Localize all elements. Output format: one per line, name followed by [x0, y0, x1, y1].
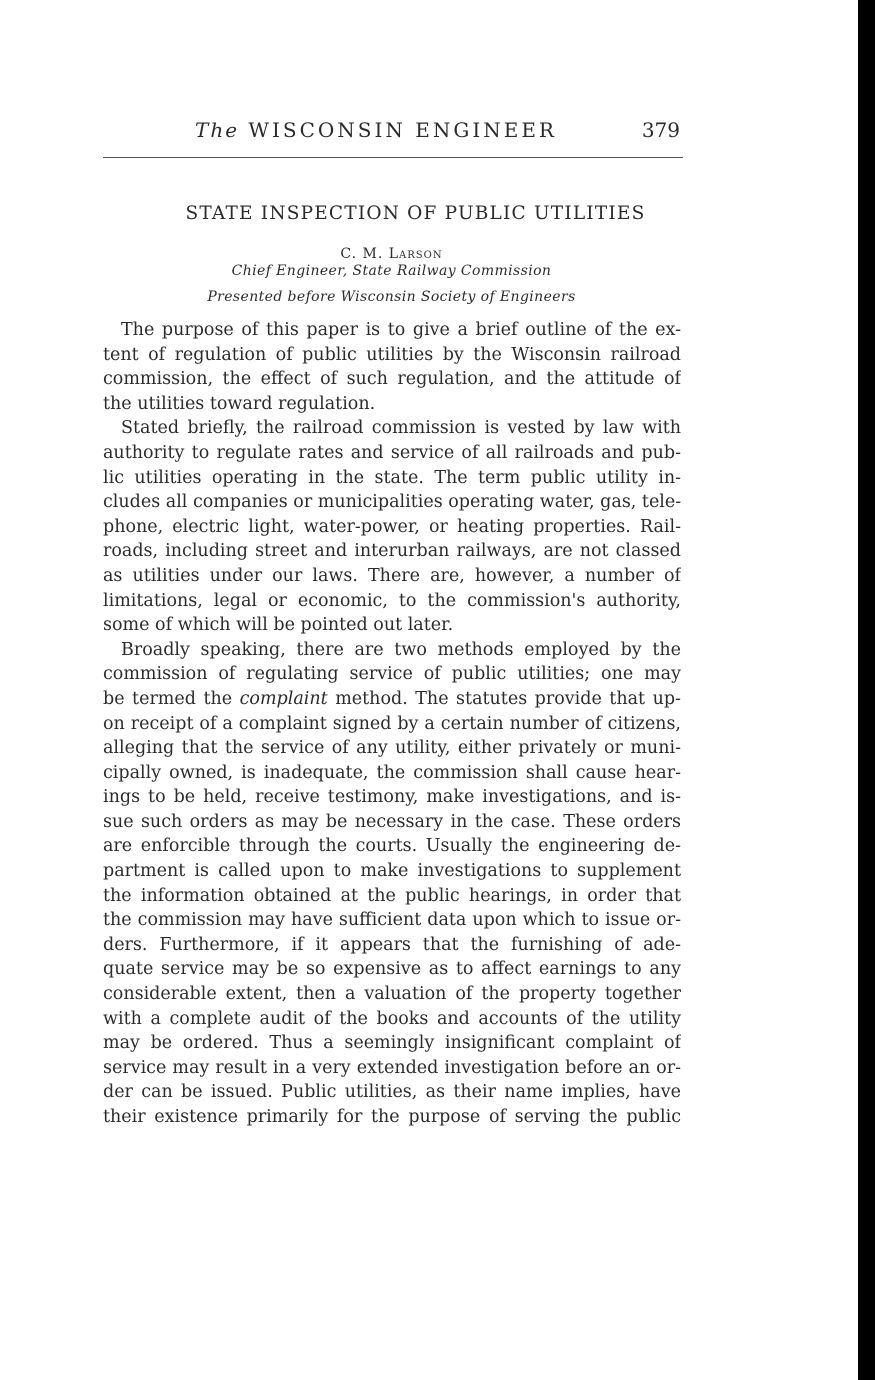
- journal-title: [195, 118, 557, 142]
- text-line: some of which will be pointed out later.: [103, 615, 454, 636]
- emphasis-complaint: complaint: [239, 688, 328, 709]
- text-line: tent of regulation of public utilities by the Wisconsin railroad: [103, 344, 681, 365]
- text-line: der can be issued. Public utilities, as their name implies, have: [103, 1082, 681, 1103]
- article-title: STATE INSPECTION OF PUBLIC UTILITIES: [185, 203, 646, 224]
- text-line: limitations, legal or economic, to the commission's authority,: [103, 590, 681, 611]
- text-line: Stated briefly, the railroad commission is vested by law with: [121, 418, 681, 439]
- text-line: The purpose of this paper is to give a brief outline of the ex-: [121, 320, 681, 340]
- text-line: are enforcible through the courts. Usually the engineering de-: [103, 836, 681, 857]
- text-line: may be ordered. Thus a seemingly insignificant complaint of: [103, 1033, 681, 1054]
- text-line: quate service may be so expensive as to affect earnings to any: [103, 959, 681, 980]
- paragraph: [103, 638, 681, 1130]
- running-head: [103, 118, 680, 148]
- page-number: 379: [641, 118, 680, 142]
- text-line: ders. Furthermore, if it appears that the furnishing of ade-: [103, 934, 681, 955]
- text-line: on receipt of a complaint signed by a certain number of citizens,: [103, 713, 681, 734]
- presentation-note: Presented before Wisconsin Society of Engineers: [207, 289, 576, 305]
- text-line: alleging that the service of any utility, either privately or muni-: [103, 738, 681, 759]
- text-line: Broadly speaking, there are two methods employed by the: [121, 639, 681, 660]
- article-body: [103, 318, 681, 1130]
- text-line: service may result in a very extended investigation before an or-: [103, 1057, 681, 1078]
- text-line: the commission may have sufficient data upon which to issue or-: [103, 910, 681, 931]
- author-affiliation: Chief Engineer, State Railway Commission: [231, 263, 552, 279]
- text-line: cludes all companies or municipalities operating water, gas, tele-: [103, 492, 681, 513]
- author-name: [103, 246, 680, 262]
- text-line: authority to regulate rates and service of all railroads and pub-: [103, 442, 681, 463]
- text-line: sue such orders as may be necessary in the case. These orders: [103, 811, 681, 832]
- text-line: cipally owned, is inadequate, the commission shall cause hear-: [103, 762, 681, 783]
- text-line: partment is called upon to make investigations to supplement: [103, 861, 681, 882]
- paragraph: [103, 416, 681, 637]
- scan-right-edge: [858, 0, 875, 1380]
- text-line: [103, 687, 681, 712]
- text-line: ings to be held, receive testimony, make investigations, and is-: [103, 787, 681, 808]
- text-line: lic utilities operating in the state. The term public utility in-: [103, 467, 681, 488]
- text-line: as utilities under our laws. There are, however, a number of: [103, 565, 681, 586]
- text-fragment: method. The statutes provide that up-: [335, 688, 681, 709]
- journal-title-the: The: [195, 118, 240, 142]
- text-fragment: be termed the: [103, 688, 233, 709]
- text-line: commission of regulating service of public utilities; one may: [103, 664, 681, 685]
- text-line: the information obtained at the public hearings, in order that: [103, 885, 681, 906]
- journal-title-name: WISCONSIN ENGINEER: [248, 118, 557, 142]
- author-initials: C. M.: [340, 246, 384, 262]
- text-line: roads, including street and interurban railways, are not classed: [103, 541, 681, 562]
- text-line: considerable extent, then a valuation of the property together: [103, 984, 681, 1005]
- text-line: with a complete audit of the books and accounts of the utility: [103, 1008, 681, 1029]
- text-line: their existence primarily for the purpose of serving the public: [103, 1107, 681, 1127]
- paragraph: [103, 318, 681, 416]
- header-rule: [103, 157, 683, 158]
- text-line: the utilities toward regulation.: [103, 393, 376, 414]
- text-line: commission, the effect of such regulation, and the attitude of: [103, 369, 681, 390]
- text-line: phone, electric light, water-power, or heating properties. Rail-: [103, 516, 681, 537]
- author-surname: Larson: [388, 246, 443, 262]
